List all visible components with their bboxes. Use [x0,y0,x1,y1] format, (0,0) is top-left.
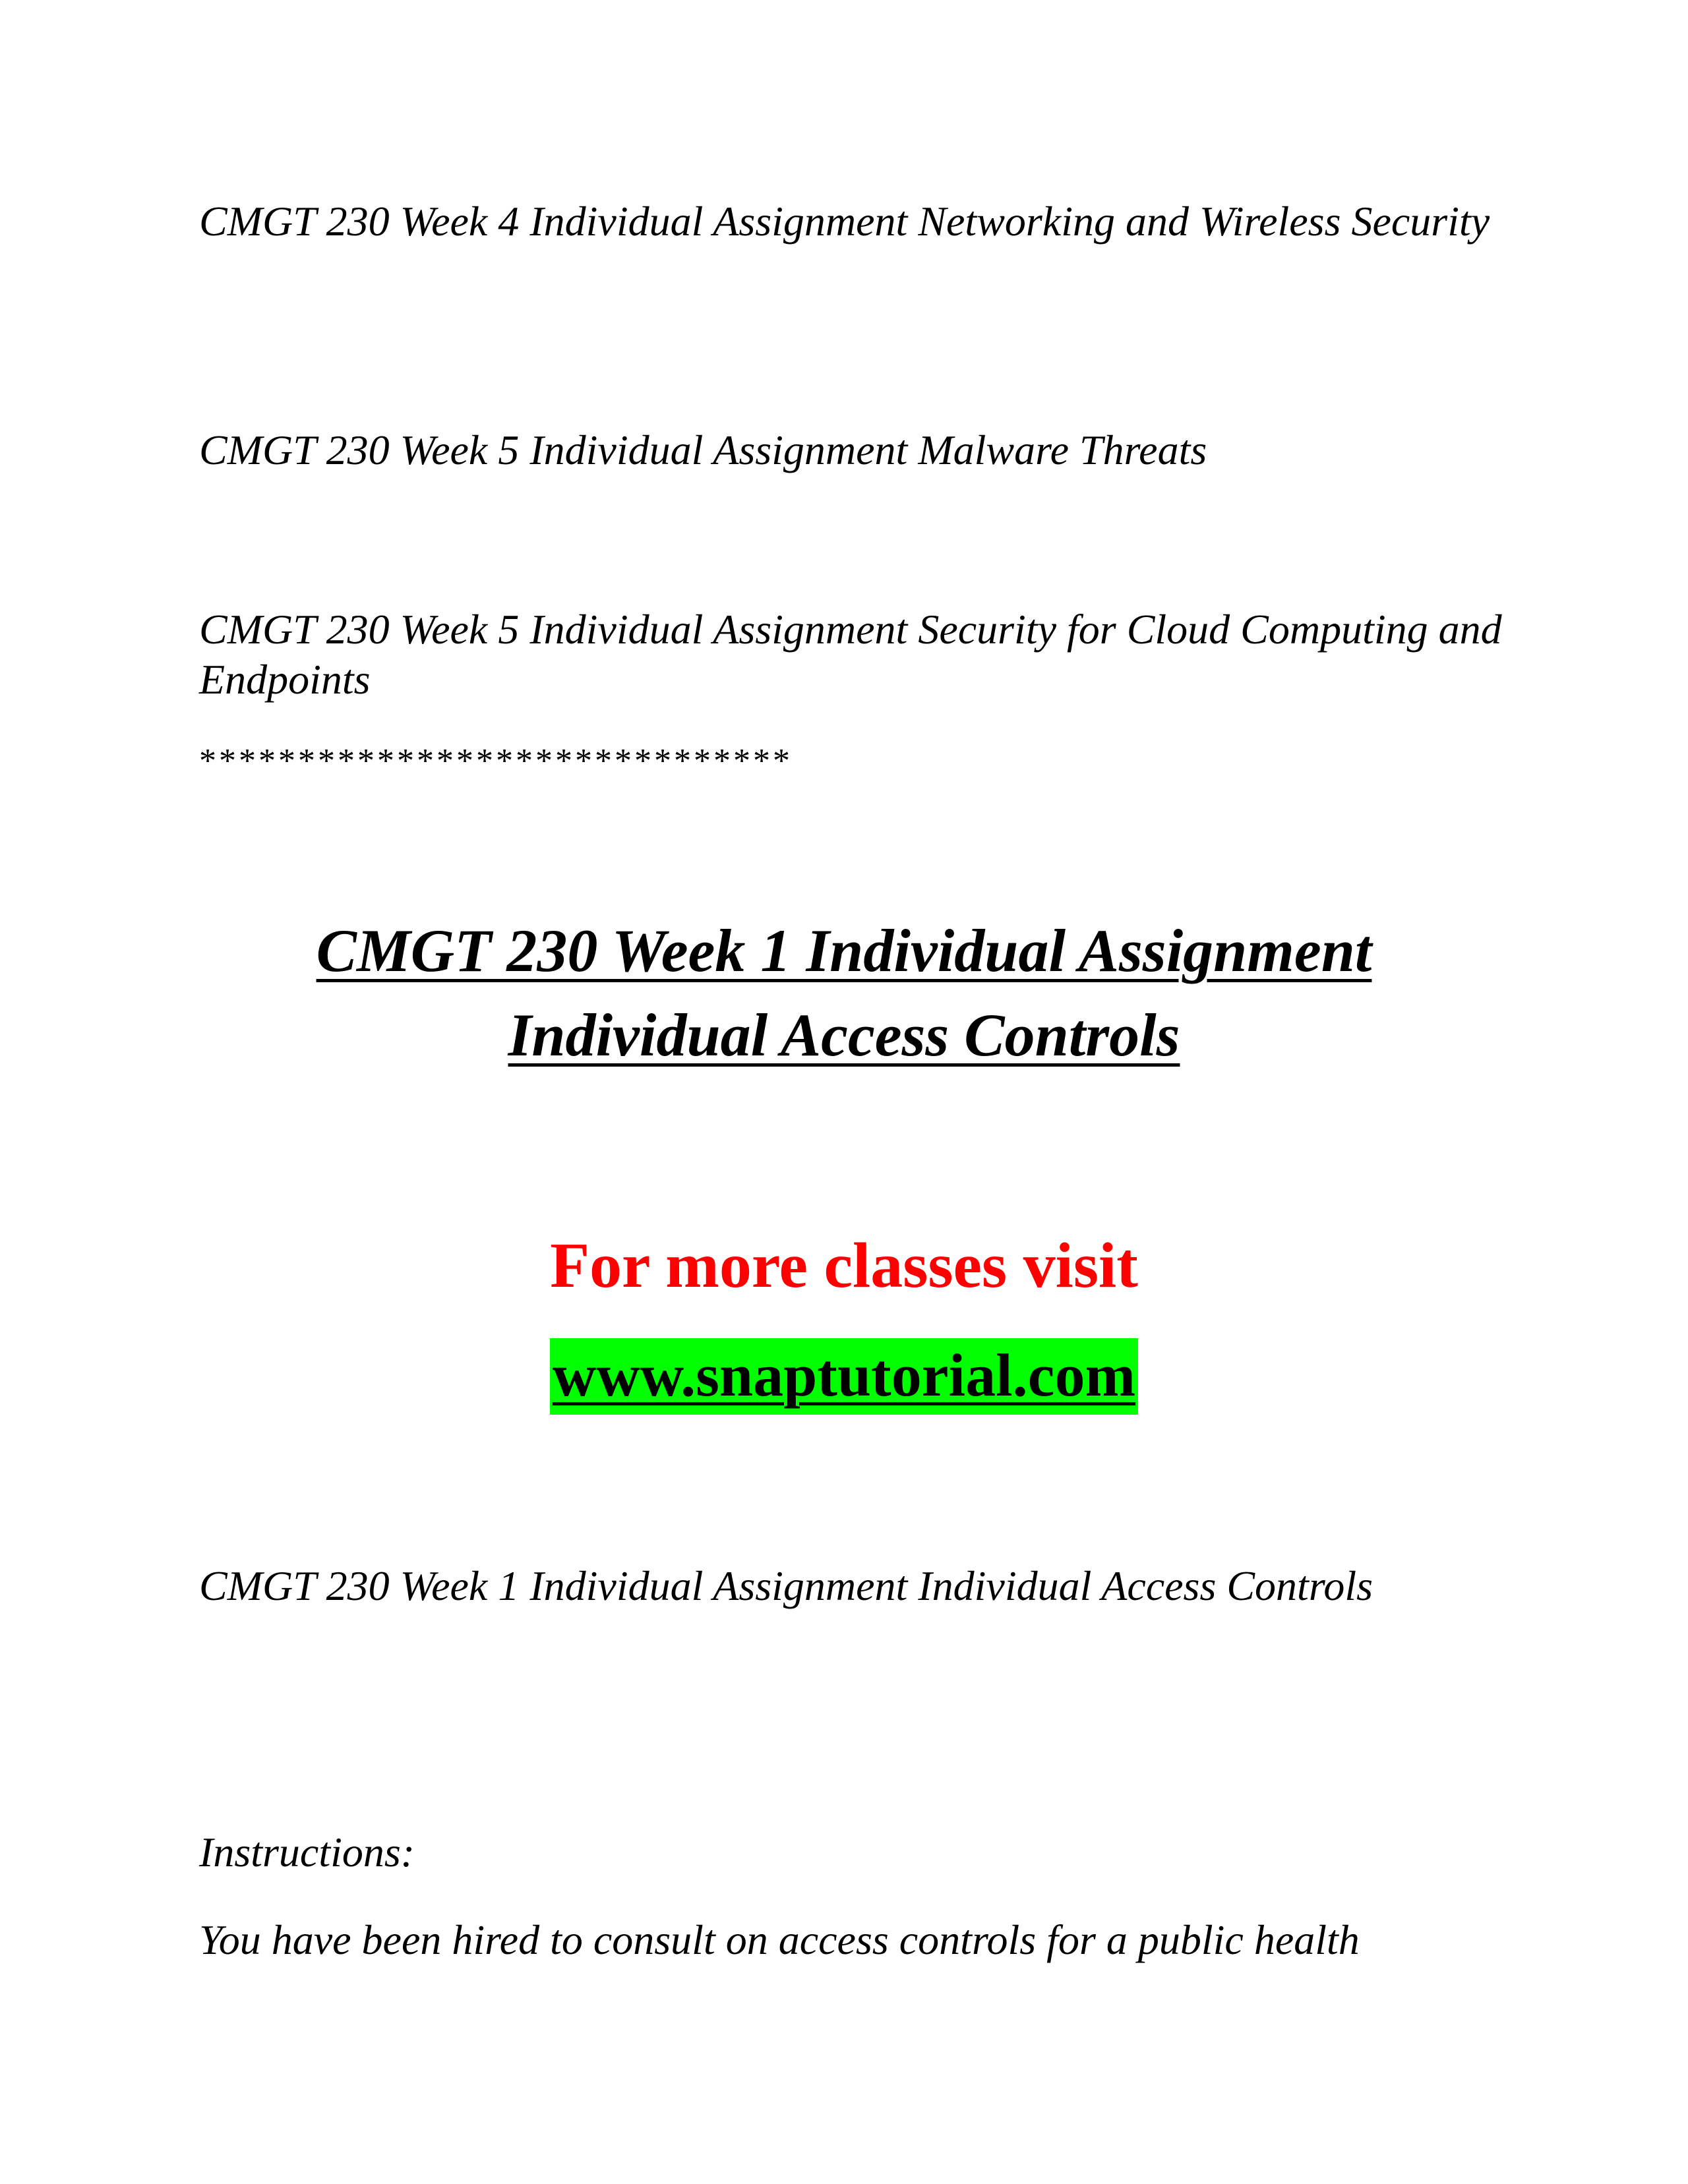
promo-link-container [0,1338,1688,1415]
course-line-week4-networking: CMGT 230 Week 4 Individual Assignment Networking and Wireless Security [199,198,1490,245]
page-title-line2: Individual Access Controls [508,1001,1180,1069]
assignment-title: CMGT 230 Week 1 Individual Assignment Individual Access Controls [199,1562,1373,1609]
snaptutorial-link[interactable]: www.snaptutorial.com [550,1338,1138,1415]
instructions-text: You have been hired to consult on access controls for a public health [199,1916,1360,1963]
page-title-line1: CMGT 230 Week 1 Individual Assignment [316,917,1372,984]
asterisk-separator: ****************************** [199,742,793,780]
page-title [0,908,1688,1077]
instructions-label: Instructions: [199,1829,415,1875]
course-line-week5-malware: CMGT 230 Week 5 Individual Assignment Malware Threats [199,427,1207,473]
promo-text: For more classes visit [550,1230,1138,1301]
course-line-week5-cloud: CMGT 230 Week 5 Individual Assignment Security for Cloud Computing and Endpoints [199,606,1502,703]
